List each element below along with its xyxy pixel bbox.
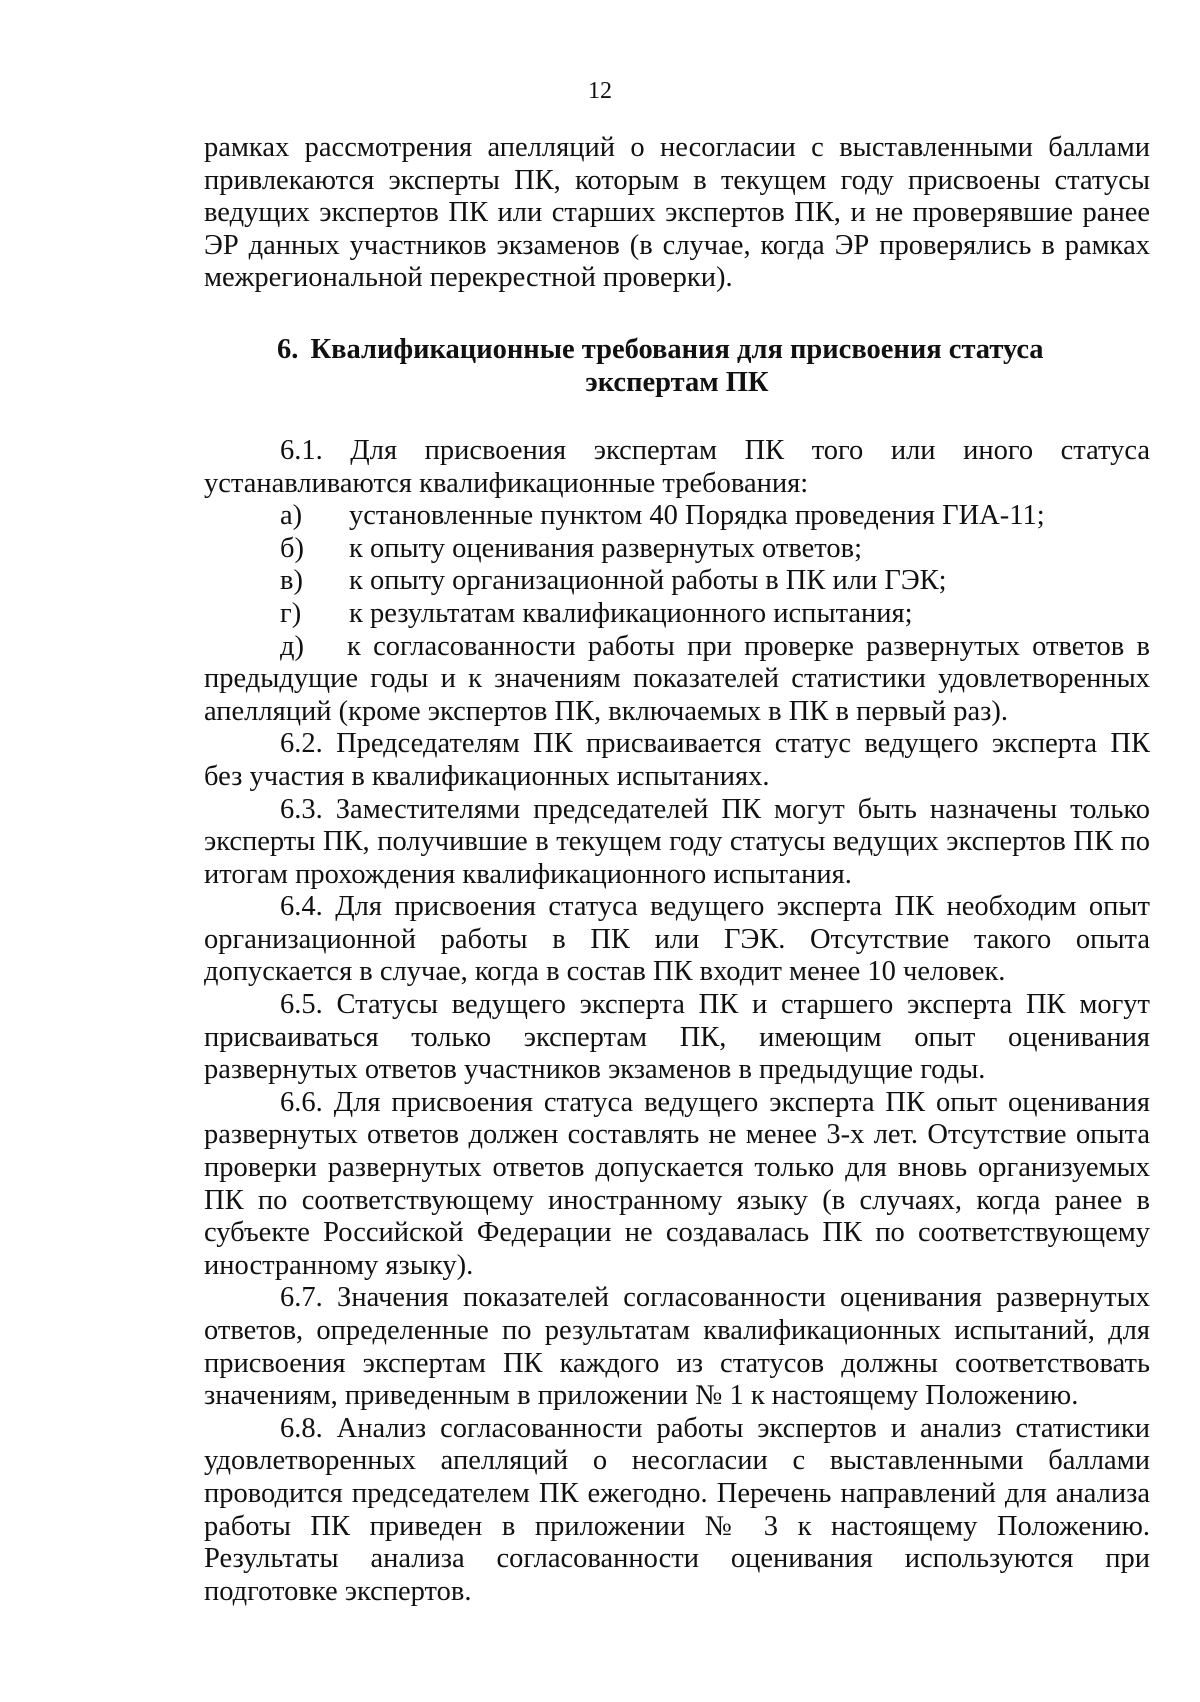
list-item-marker: в) (280, 565, 303, 597)
list-item (204, 533, 1150, 566)
paragraph-6-3: 6.3. Заместителями председателей ПК могут быть назначены только эксперты ПК, получившие в текущем году статусы ведущих экспертов ПК по итогам прохождения квалификационного испытания. (204, 793, 1150, 890)
paragraph-6-1: 6.1. Для присвоения экспертам ПК того или иного статуса устанавливаются квалификационные требования: (204, 434, 1150, 499)
list-item-text: к согласованности работы при проверке развернутых ответов в предыдущие годы и к значениям показателей статистики удовлетворенных апелляций (кроме экспертов ПК, включаемых в ПК в первый раз). (204, 630, 1150, 727)
paragraph-6-7: 6.7. Значения показателей согласованности оценивания развернутых ответов, определенные по результатам квалификационных испытаний, для присвоения экспертам ПК каждого из статусов должны соответствовать значениям, приведенным в приложении № 1 к настоящему Положению. (204, 1282, 1150, 1412)
intro-paragraph: рамках рассмотрения апелляций о несогласии с выставленными баллами привлекаются эксперты ПК, которым в текущем году присвоены статусы ведущих экспертов ПК или старших экспертов ПК, и не проверявшие ранее ЭР данных участников экзаменов (в случае, когда ЭР проверялись в рамках межрегиональной перекрестной проверки). (204, 132, 1150, 294)
list-item-text: к опыту оценивания развернутых ответов; (349, 532, 862, 564)
list-item-text: к опыту организационной работы в ПК или ГЭК; (349, 565, 947, 597)
page-number: 12 (588, 78, 612, 104)
list-item (204, 500, 1150, 533)
list-item-marker: д) (280, 630, 304, 662)
section-heading (204, 333, 1150, 399)
list-item-text: установленные пунктом 40 Порядка проведения ГИА-11; (349, 500, 1045, 532)
list-item-marker: а) (280, 500, 303, 532)
paragraph-6-5: 6.5. Статусы ведущего эксперта ПК и старшего эксперта ПК могут присваиваться только экспертам ПК, имеющим опыт оценивания развернутых ответов участников экзаменов в предыдущие годы. (204, 989, 1150, 1086)
paragraph-6-2: 6.2. Председателям ПК присваивается статус ведущего эксперта ПК без участия в квалификационных испытаниях. (204, 728, 1150, 792)
paragraph-6-8: 6.8. Анализ согласованности работы экспертов и анализ статистики удовлетворенных апелляций о несогласии с выставленными баллами проводится председателем ПК ежегодно. Перечень направлений для анализа работы ПК приведен в приложении № 3 к настоящему Положению. Результаты анализа согласованности оценивания используются при подготовке экспертов. (204, 1412, 1150, 1607)
document-body (204, 132, 1150, 1608)
section-title-line-2: экспертам ПК (585, 366, 769, 398)
list-item-marker: г) (280, 597, 302, 629)
paragraph-6-6: 6.6. Для присвоения статуса ведущего эксперта ПК опыт оценивания развернутых ответов должен составлять не менее 3-х лет. Отсутствие опыта проверки развернутых ответов допускается только для вновь организуемых ПК по соответствующему иностранному языку (в случаях, когда ранее в субъекте Российской Федерации не создавалась ПК по соответствующему иностранному языку). (204, 1086, 1150, 1281)
paragraph-6-4: 6.4. Для присвоения статуса ведущего эксперта ПК необходим опыт организационной работы в ПК или ГЭК. Отсутствие такого опыта допускается в случае, когда в состав ПК входит менее 10 человек. (204, 891, 1150, 988)
list-item (204, 631, 1150, 729)
list-item-marker: б) (280, 532, 304, 564)
section-title-line-1: Квалификационные требования для присвоения статуса (310, 333, 1044, 365)
list-item-text: к результатам квалификационного испытания; (349, 597, 913, 629)
section-number: 6. (277, 333, 299, 365)
list-item (204, 598, 1150, 631)
list-item (204, 565, 1150, 598)
